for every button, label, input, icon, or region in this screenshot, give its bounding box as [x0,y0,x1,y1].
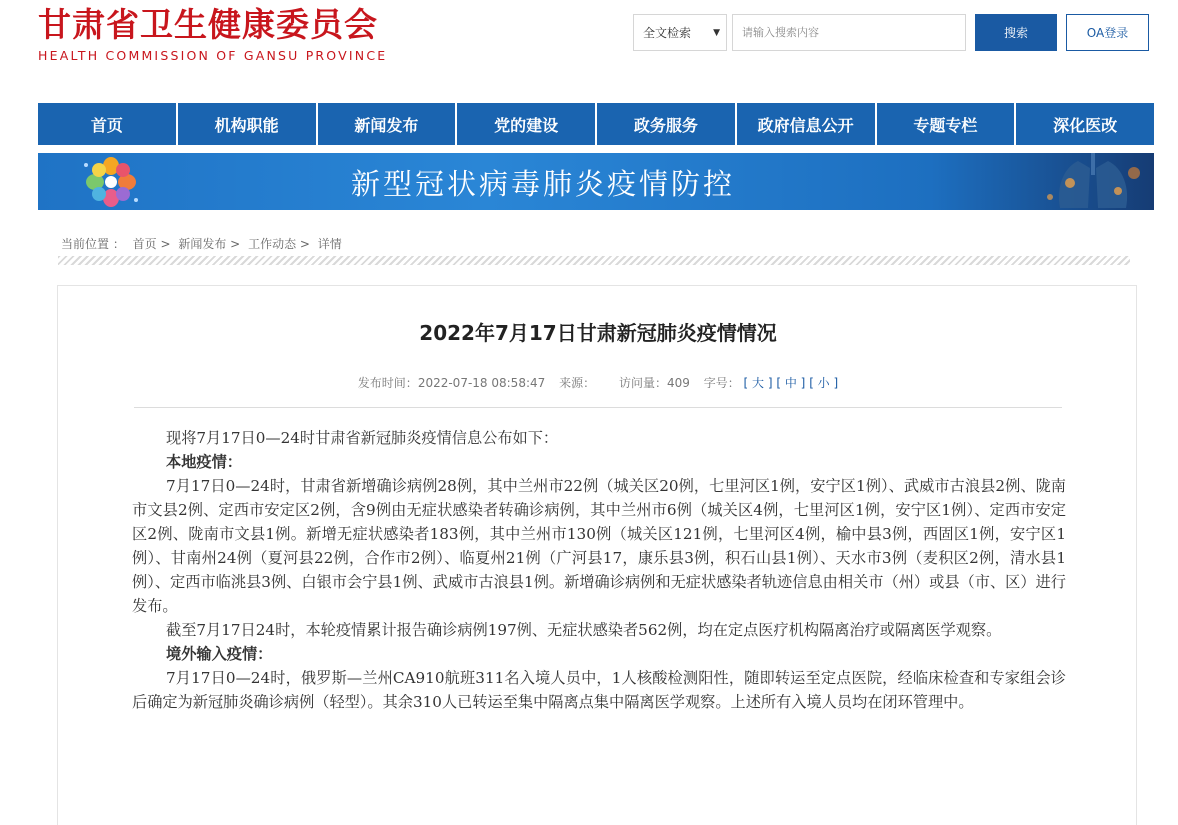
search-area [633,14,1149,51]
search-scope-select[interactable] [633,14,727,51]
site-header [0,0,1178,103]
nav-item-news[interactable]: 新闻发布 [318,103,458,145]
search-button[interactable]: 搜索 [975,14,1057,51]
site-logo[interactable] [38,6,387,63]
article-paragraph: 7月17日0—24时，甘肃省新增确诊病例28例，其中兰州市22例（城关区20例，七里河区1例，安宁区1例）、武威市古浪县2例、陇南市文县2例、定西市安定区2例，含9例由无症状感染者转确诊病例，其中兰州市6例（城关区4例，七里河区1例，安宁区1例）、定西市安定区2例、陇南市文县1例。新增无症状感染者183例，其中兰州市130例（城关区121例，七里河区4例，榆中县3例，西固区1例，安宁区1例）、甘南州24例（夏河县22例，合作市2例）、临夏州21例（广河县17，康乐县3例，积石山县1例）、天水市3例（麦积区2例，清水县1例）、定西市临洮县3例、白银市会宁县1例、武威市古浪县1例。新增确诊病例和无症状感染者轨迹信息由相关市（州）或县（市、区）进行发布。 [132,477,1066,615]
nav-item-home[interactable]: 首页 [38,103,178,145]
article-body [132,426,1066,714]
logo-chinese-name: 甘肃省卫生健康委员会 [38,5,378,44]
search-scope-value: 全文检索 [643,26,692,40]
breadcrumb-label: 当前位置 ： [61,237,125,251]
oa-login-button[interactable]: OA登录 [1066,14,1149,51]
font-size-small-button[interactable]: [ 小 ] [809,376,839,390]
breadcrumb-news[interactable]: 新闻发布 > [178,237,241,251]
hatch-divider [58,256,1130,265]
publish-time: 2022-07-18 08:58:47 [417,376,546,390]
lungs-icon [1038,153,1148,210]
views-label: 访问量： [618,376,667,390]
article-meta [58,374,1138,391]
nav-item-topics[interactable]: 专题专栏 [877,103,1017,145]
banner-title: 新型冠状病毒肺炎疫情防控 [351,167,736,201]
breadcrumb [61,235,346,252]
font-size-medium-button[interactable]: [ 中 ] [776,376,806,390]
main-nav [38,103,1154,145]
article-title: 2022年7月17日甘肃新冠肺炎疫情情况 [419,321,777,345]
breadcrumb-home[interactable]: 首页 > [132,237,171,251]
nav-item-disclosure[interactable]: 政府信息公开 [737,103,877,145]
article-paragraph: 现将7月17日0—24时甘肃省新冠肺炎疫情信息公布如下： [166,429,559,447]
search-input[interactable] [732,14,966,51]
nav-item-services[interactable]: 政务服务 [597,103,737,145]
article-paragraph: 截至7月17日24时，本轮疫情累计报告确诊病例197例、无症状感染者562例，均在定点医疗机构隔离治疗或隔离医学观察。 [166,621,1002,639]
font-size-label: 字号： [703,376,740,390]
publish-time-label: 发布时间： [357,376,418,390]
views-count: 409 [666,376,690,390]
nav-item-functions[interactable]: 机构职能 [178,103,318,145]
flower-icon [76,155,146,209]
font-size-large-button[interactable]: [ 大 ] [743,376,773,390]
section-heading-imported: 境外输入疫情： [166,645,273,663]
breadcrumb-work-news[interactable]: 工作动态 > [248,237,310,251]
chevron-down-icon: ▼ [713,28,720,38]
meta-divider [134,407,1062,408]
article-paragraph: 7月17日0—24时，俄罗斯—兰州CA910航班311名入境人员中，1人核酸检测阳性，随即转运至定点医院，经临床检查和专家组会诊后确定为新冠肺炎确诊病例（轻型）。其余310人已转运至集中隔离点集中隔离医学观察。上述所有入境人员均在闭环管理中。 [132,669,1066,711]
article-panel [57,285,1137,825]
nav-item-reform[interactable]: 深化医改 [1053,115,1118,135]
breadcrumb-detail: 详情 [317,237,342,251]
source-label: 来源： [559,376,596,390]
logo-english-name: HEALTH COMMISSION OF GANSU PROVINCE [38,48,388,63]
nav-item-party[interactable]: 党的建设 [457,103,597,145]
section-heading-local: 本地疫情： [166,453,242,471]
covid-banner[interactable] [38,153,1154,210]
